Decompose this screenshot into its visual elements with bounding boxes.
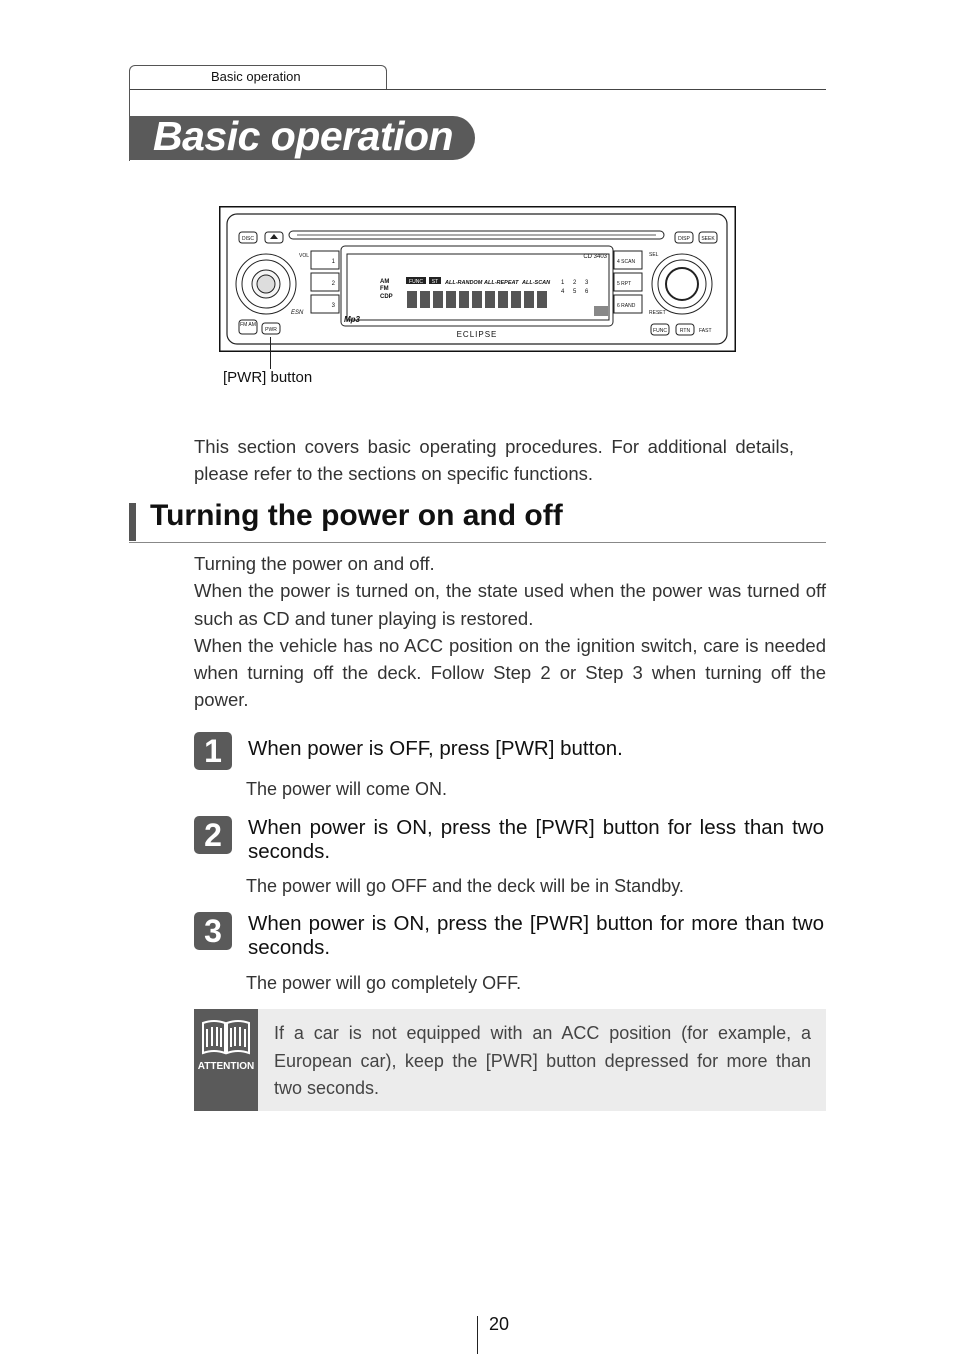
page-number-rule: [477, 1316, 478, 1354]
esn-label: ESN: [291, 310, 304, 316]
display-st: ST: [431, 279, 439, 285]
disc-button-label: DISC: [242, 236, 254, 242]
display-fm: FM: [380, 286, 389, 292]
step-1-number: 1: [194, 732, 232, 770]
preset-2-label: 2: [331, 281, 335, 287]
display-digit-6: 6: [585, 289, 589, 295]
rtn-button-label: RTN: [679, 328, 691, 334]
preset-3-label: 3: [331, 303, 335, 309]
step-3-result: The power will go completely OFF.: [246, 973, 522, 993]
display-digit-4: 4: [561, 289, 565, 295]
section-body: [194, 550, 826, 714]
section-marker: [129, 503, 136, 541]
attention-text: If a car is not equipped with an ACC position (for example, a European car), keep the [PWR] button depressed for more than two seconds.: [274, 1023, 811, 1098]
display-all-scan: ALL-SCAN: [522, 280, 551, 286]
fast-label: FAST: [699, 328, 712, 334]
book-icon: [194, 1009, 258, 1059]
step-2-title: When power is ON, press the [PWR] button for less than two seconds.: [248, 816, 824, 863]
segment-display: [407, 291, 547, 308]
step-3-number: 3: [194, 912, 232, 950]
model-label: CD 3403: [583, 254, 607, 260]
pwr-callout-label: [PWR] button: [223, 369, 313, 386]
page-number: 20: [489, 1314, 510, 1334]
pwr-callout-line: [270, 337, 271, 369]
disp-button-label: DISP: [678, 236, 690, 242]
pwr-button-label: PWR: [265, 327, 277, 333]
section-paragraph: When the power is turned on, the state used when the power was turned off such as CD and tuner playing is restored.: [194, 580, 826, 629]
step-1-result: The power will come ON.: [246, 779, 448, 799]
display-am: AM: [380, 279, 390, 285]
section-paragraph: When the vehicle has no ACC position on the ignition switch, care is needed when turning off the deck. Follow Step 2 or Step 3 when turning off the power.: [194, 634, 826, 711]
display-digit-5: 5: [573, 289, 577, 295]
header-tab-label: Basic operation: [211, 69, 301, 84]
brand-logo: ECLIPSE: [456, 330, 498, 339]
step-2-number: 2: [194, 816, 232, 854]
step-1-title: When power is OFF, press [PWR] button.: [248, 737, 623, 760]
header-rule: [129, 89, 826, 90]
mp3-logo: Mp3: [344, 315, 360, 324]
preset-4-label: 4 SCAN: [617, 259, 636, 265]
display-func: FUNC: [409, 279, 423, 285]
section-title: Turning the power on and off: [150, 499, 563, 532]
intro-paragraph: This section covers basic operating procedures. For additional details, please refer to the sections on specific functions.: [194, 436, 794, 484]
attention-label: ATTENTION: [197, 1061, 255, 1072]
page-title: Basic operation: [153, 113, 454, 159]
display-digit-3: 3: [585, 280, 589, 286]
step-2-result: The power will go OFF and the deck will be in Standby.: [246, 876, 684, 896]
preset-1-label: 1: [331, 259, 335, 265]
display-all-repeat: ALL-REPEAT: [484, 280, 519, 286]
fm-am-button-label: FM AM: [240, 322, 256, 328]
display-cdp: CDP: [380, 294, 393, 300]
header-tab: [129, 65, 387, 90]
vol-label: VOL: [299, 253, 310, 259]
preset-6-label: 6 RAND: [617, 303, 636, 309]
seek-button-label: SEEK: [701, 236, 715, 242]
preset-5-label: 5 RPT: [617, 281, 632, 287]
section-rule: [129, 542, 826, 543]
reset-label: RESET: [649, 310, 666, 316]
attention-sidebar: [194, 1009, 258, 1111]
section-paragraph: Turning the power on and off.: [194, 553, 435, 574]
page-title-bar: [129, 113, 475, 160]
car-stereo-illustration: [219, 206, 736, 352]
func-button-label: FUNC: [653, 328, 667, 334]
sel-label: SEL: [649, 252, 659, 258]
step-3-title: When power is ON, press the [PWR] button for more than two seconds.: [248, 912, 824, 959]
display-digit-2: 2: [573, 280, 577, 286]
display-all-random: ALL-RANDOM: [445, 280, 483, 286]
display-digit-1: 1: [561, 280, 565, 286]
